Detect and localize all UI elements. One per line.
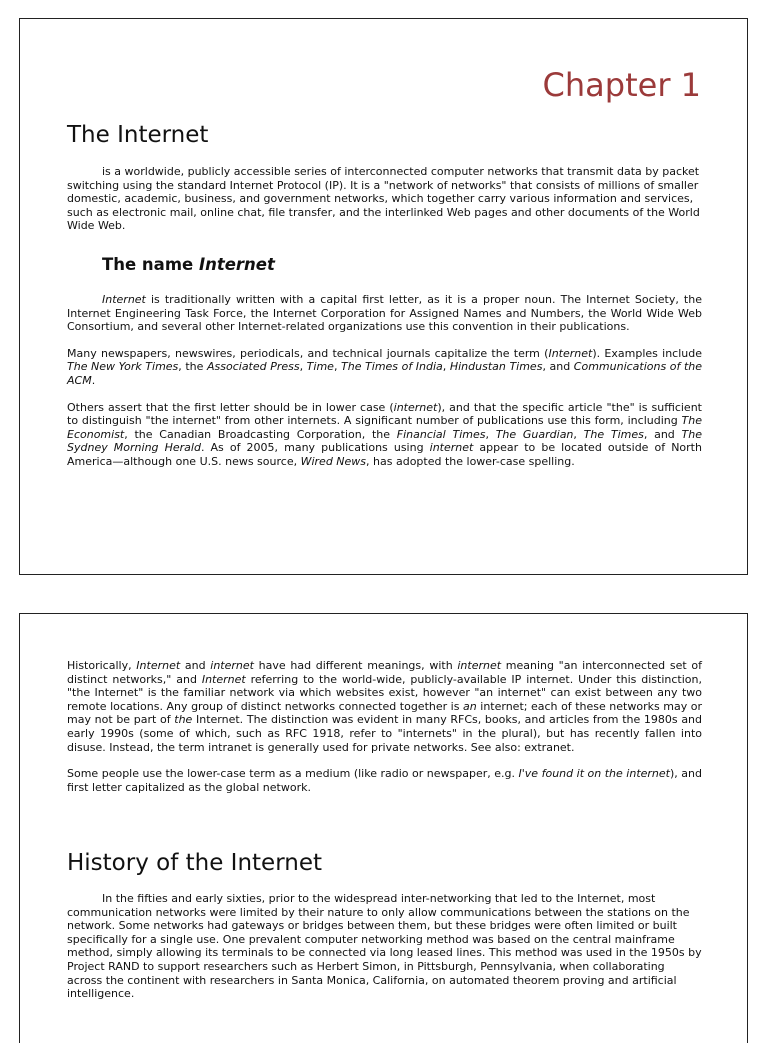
subsection-heading-the-name-internet	[102, 256, 275, 274]
text-span: , and	[643, 427, 682, 441]
italic-text: The Guardian	[495, 427, 574, 441]
name-section-body	[67, 293, 702, 469]
italic-text: Internet	[102, 293, 146, 306]
text-span: ,	[333, 360, 342, 374]
italic-text: The Times of India	[341, 360, 443, 374]
chapter-title: Chapter 1	[542, 66, 701, 104]
italic-text: The Sydney Morning Herald	[67, 427, 702, 455]
text-span: Internet. The distinction was evident in many RFCs, books, and articles from the 1980s and early 1990s (some of which, such as RFC 1918, refer to "internets" in the plural), but has recently fallen into disuse. Instead, the term intranet is generally used for private networks. See also: extranet.	[67, 713, 703, 754]
text-span: referring to the world-wide, publicly-available IP internet. Under this distinction, "the Internet" is the familiar network via which websites exist, however "an internet" can exist between any two remote locations. Any group of distinct networks connected together is	[67, 672, 702, 713]
text-span: .	[91, 373, 96, 387]
italic-text: an	[463, 699, 477, 713]
paragraph-newspapers	[67, 347, 702, 388]
italic-text: Internet	[136, 659, 181, 672]
text-span: . As of 2005, many publications using	[200, 441, 430, 455]
text-span: , and	[542, 360, 574, 374]
text-span: , the Canadian Broadcasting Corporation, the	[124, 427, 397, 441]
document-page-2	[19, 613, 748, 1043]
italic-text: I've found it on the internet	[518, 767, 670, 781]
text-span: meaning "an interconnected set of distinct networks," and	[67, 659, 702, 686]
italic-text: internet	[393, 400, 438, 414]
paragraph-capital-letter	[67, 293, 702, 334]
text-span: ,	[442, 360, 450, 374]
italic-text: The New York Times	[67, 360, 179, 374]
heading-plain-text: The name	[102, 255, 199, 274]
section-heading-the-internet: The Internet	[67, 122, 209, 148]
text-span: and	[180, 659, 211, 672]
italic-text: the	[174, 713, 193, 727]
text-span: ,	[299, 360, 307, 374]
paragraph-medium-usage	[67, 767, 702, 794]
text-span: , has adopted the lower-case spelling.	[366, 454, 575, 468]
text-span: ,	[573, 427, 584, 441]
text-span: ). Examples include	[592, 346, 703, 360]
intro-paragraph: is a worldwide, publicly accessible series of interconnected computer networks that transmit data by packet switching using the standard Internet Protocol (IP). It is a "network of networks" that consists of millions of smaller domestic, academic, business, and government networks, which together carry various information and services, such as electronic mail, online chat, file transfer, and the interlinked Web pages and other documents of the World Wide Web.	[67, 165, 700, 233]
heading-italic-text: Internet	[198, 255, 275, 274]
italic-text: Wired News	[300, 454, 367, 468]
text-span: have had different meanings, with	[253, 659, 458, 672]
text-span: ,	[485, 427, 496, 441]
italic-text: internet	[457, 659, 502, 672]
italic-text: Communications of the ACM	[67, 360, 703, 387]
text-span: appear to be located outside of North America—although one U.S. news source,	[67, 441, 702, 468]
text-span: internet; each of these networks may or may not be part of	[67, 699, 702, 727]
italic-text: Associated Press	[207, 360, 300, 374]
history-section-body	[67, 892, 702, 1001]
italic-text: Internet	[201, 672, 246, 686]
text-span: Many newspapers, newswires, periodicals, and technical journals capitalize the term (	[67, 346, 549, 360]
italic-text: internet	[429, 441, 474, 455]
italic-text: Financial Times	[396, 427, 486, 441]
section-heading-history: History of the Internet	[67, 850, 322, 876]
italic-text: internet	[210, 659, 254, 672]
text-span: Others assert that the first letter should be in lower case (	[67, 400, 394, 414]
paragraph-lower-case	[67, 401, 702, 469]
text-span: Some people use the lower-case term as a medium (like radio or newspaper, e.g.	[67, 767, 519, 781]
text-span: ), and first letter capitalized as the global network.	[67, 767, 702, 794]
historical-meaning-section	[67, 659, 702, 794]
italic-text: The Economist	[67, 414, 702, 441]
italic-text: Internet	[548, 346, 593, 360]
text-span: is traditionally written with a capital first letter, as it is a proper noun. The Internet Society, the Internet Engineering Task Force, the Internet Corporation for Assigned Names and Numbers, the World Wide Web Consortium, and several other Internet-related organizations use this convention in their publications.	[67, 293, 702, 334]
text-span: ), and that the specific article "the" is sufficient to distinguish "the internet" from other internets. A significant number of publications use this form, including	[67, 400, 702, 428]
intro-block	[67, 165, 702, 233]
italic-text: The Times	[583, 427, 644, 441]
document-page-1	[19, 18, 748, 575]
paragraph-historical-meaning	[67, 659, 702, 754]
text-span: , the	[178, 360, 207, 374]
text-span: Historically,	[67, 659, 137, 672]
italic-text: Time	[306, 360, 334, 374]
italic-text: Hindustan Times	[449, 360, 543, 374]
paragraph-history: In the fifties and early sixties, prior to the widespread inter-networking that led to the Internet, most communication networks were limited by their nature to only allow communications between the stations on the network. Some networks had gateways or bridges between them, but these bridges were often limited or built specifically for a single use. One prevalent computer networking method was based on the central mainframe method, simply allowing its terminals to be connected via long leased lines. This method was used in the 1950s by Project RAND to support researchers such as Herbert Simon, in Pittsburgh, Pennsylvania, when collaborating across the continent with researchers in Santa Monica, California, on automated theorem proving and artificial intelligence.	[67, 892, 702, 1001]
